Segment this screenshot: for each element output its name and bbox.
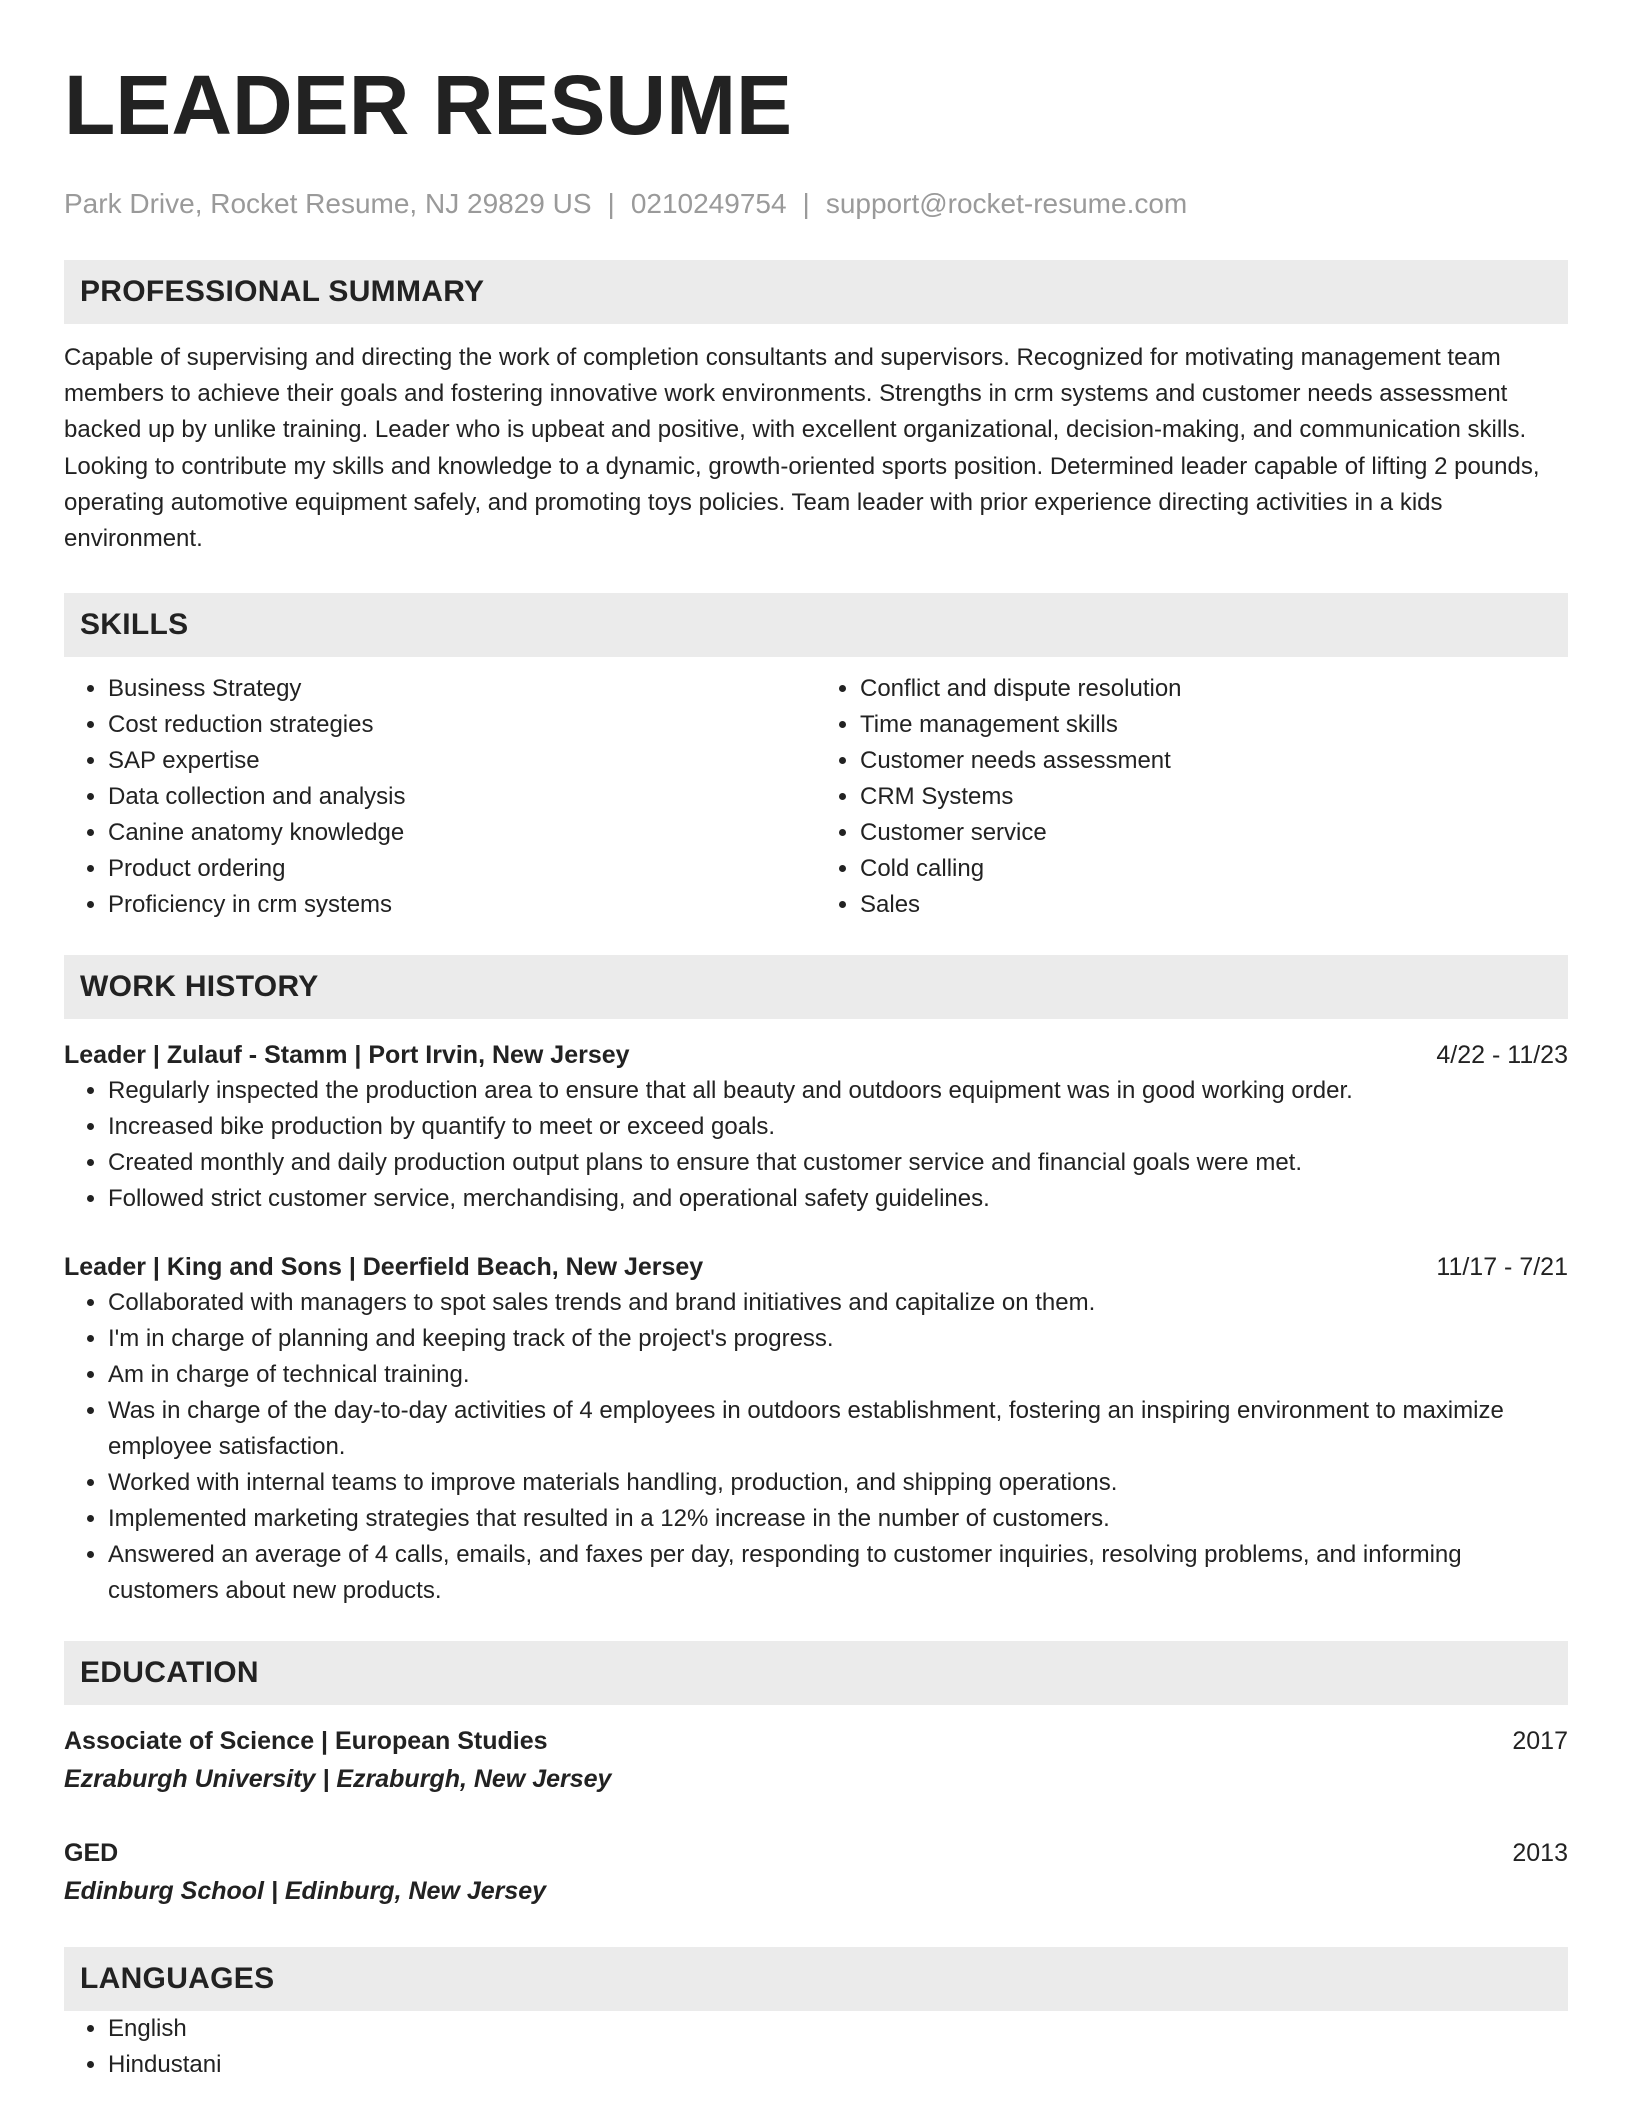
section-header-education: EDUCATION [64,1641,1568,1705]
education-year: 2017 [1512,1727,1568,1756]
education-heading-row [64,1723,1568,1759]
skill-item: • Data collection and analysis [108,779,816,815]
skill-item: • Conflict and dispute resolution [860,671,1568,707]
skill-item: • Business Strategy [108,671,816,707]
education-heading-row [64,1835,1568,1871]
job-title: Leader | Zulauf - Stamm | Port Irvin, New Jersey [64,1041,630,1070]
contact-separator: | [607,188,615,219]
skill-item: • SAP expertise [108,743,816,779]
education-entry [64,1835,1568,1911]
contact-address: Park Drive, Rocket Resume, NJ 29829 US [64,188,592,219]
job-bullet: • Am in charge of technical training. [108,1357,1568,1393]
job-bullet: • Answered an average of 4 calls, emails, and faxes per day, responding to customer inquiries, resolving problems, and informing customers about new products. [108,1537,1568,1609]
contact-phone: 0210249754 [630,188,787,219]
job-bullet: • Created monthly and daily production output plans to ensure that customer service and financial goals were met. [108,1145,1568,1181]
job-bullet: • Worked with internal teams to improve materials handling, production, and shipping operations. [108,1465,1568,1501]
skills-list-right [816,671,1568,923]
skill-item: • Cold calling [860,851,1568,887]
job-bullet: • Was in charge of the day-to-day activities of 4 employees in outdoors establishment, fostering an inspiring environment to maximize employee satisfaction. [108,1393,1568,1465]
contact-line [64,186,1568,222]
job-bullets [64,1073,1568,1217]
job-bullet: • I'm in charge of planning and keeping track of the project's progress. [108,1321,1568,1357]
education-school: Edinburg School | Edinburg, New Jersey [64,1877,547,1906]
section-header-summary: PROFESSIONAL SUMMARY [64,260,1568,324]
section-header-work: WORK HISTORY [64,955,1568,1019]
skill-item: • CRM Systems [860,779,1568,815]
language-item: • Hindustani [108,2047,1568,2083]
job-bullet: • Increased bike production by quantify to meet or exceed goals. [108,1109,1568,1145]
education-year: 2013 [1512,1839,1568,1868]
skill-item: • Product ordering [108,851,816,887]
skill-item: • Customer needs assessment [860,743,1568,779]
job-heading-row [64,1037,1568,1073]
skill-item: • Sales [860,887,1568,923]
skill-item: • Proficiency in crm systems [108,887,816,923]
job-bullets [64,1285,1568,1609]
section-header-skills: SKILLS [64,593,1568,657]
skill-item: • Customer service [860,815,1568,851]
job-heading-row [64,1249,1568,1285]
contact-separator: | [802,188,810,219]
skill-item: • Cost reduction strategies [108,707,816,743]
language-item: • English [108,2011,1568,2047]
education-school: Ezraburgh University | Ezraburgh, New Jersey [64,1765,612,1794]
job-bullet: • Regularly inspected the production area to ensure that all beauty and outdoors equipment was in good working order. [108,1073,1568,1109]
job-bullet: • Collaborated with managers to spot sales trends and brand initiatives and capitalize on them. [108,1285,1568,1321]
skill-item: • Time management skills [860,707,1568,743]
contact-email: support@rocket-resume.com [825,188,1188,219]
education-degree: Associate of Science | European Studies [64,1727,548,1756]
job-dates: 4/22 - 11/23 [1436,1041,1568,1070]
job-bullet: • Followed strict customer service, merchandising, and operational safety guidelines. [108,1181,1568,1217]
education-degree: GED [64,1839,119,1868]
job-title: Leader | King and Sons | Deerfield Beach, New Jersey [64,1253,704,1282]
skills-grid [64,671,1568,923]
languages-list [64,2011,1568,2083]
job-bullet: • Implemented marketing strategies that resulted in a 12% increase in the number of customers. [108,1501,1568,1537]
skill-item: • Canine anatomy knowledge [108,815,816,851]
job-dates: 11/17 - 7/21 [1436,1253,1568,1282]
skills-list-left [64,671,816,923]
resume-name: LEADER RESUME [64,58,793,152]
section-header-languages: LANGUAGES [64,1947,1568,2011]
summary-text: Capable of supervising and directing the work of completion consultants and supervisors. Recognized for motivating management team members to achieve their goals and fostering innovative work environments. Strengths in crm systems and customer needs assessment backed up by unlike training. Leader who is upbeat and positive, with excellent organizational, decision-making, and communication skills. Looking to contribute my skills and knowledge to a dynamic, growth-oriented sports position. Determined leader capable of lifting 2 pounds, operating automotive equipment safely, and promoting toys policies. Team leader with prior experience directing activities in a kids environment. [64,344,1540,553]
education-entry [64,1723,1568,1799]
